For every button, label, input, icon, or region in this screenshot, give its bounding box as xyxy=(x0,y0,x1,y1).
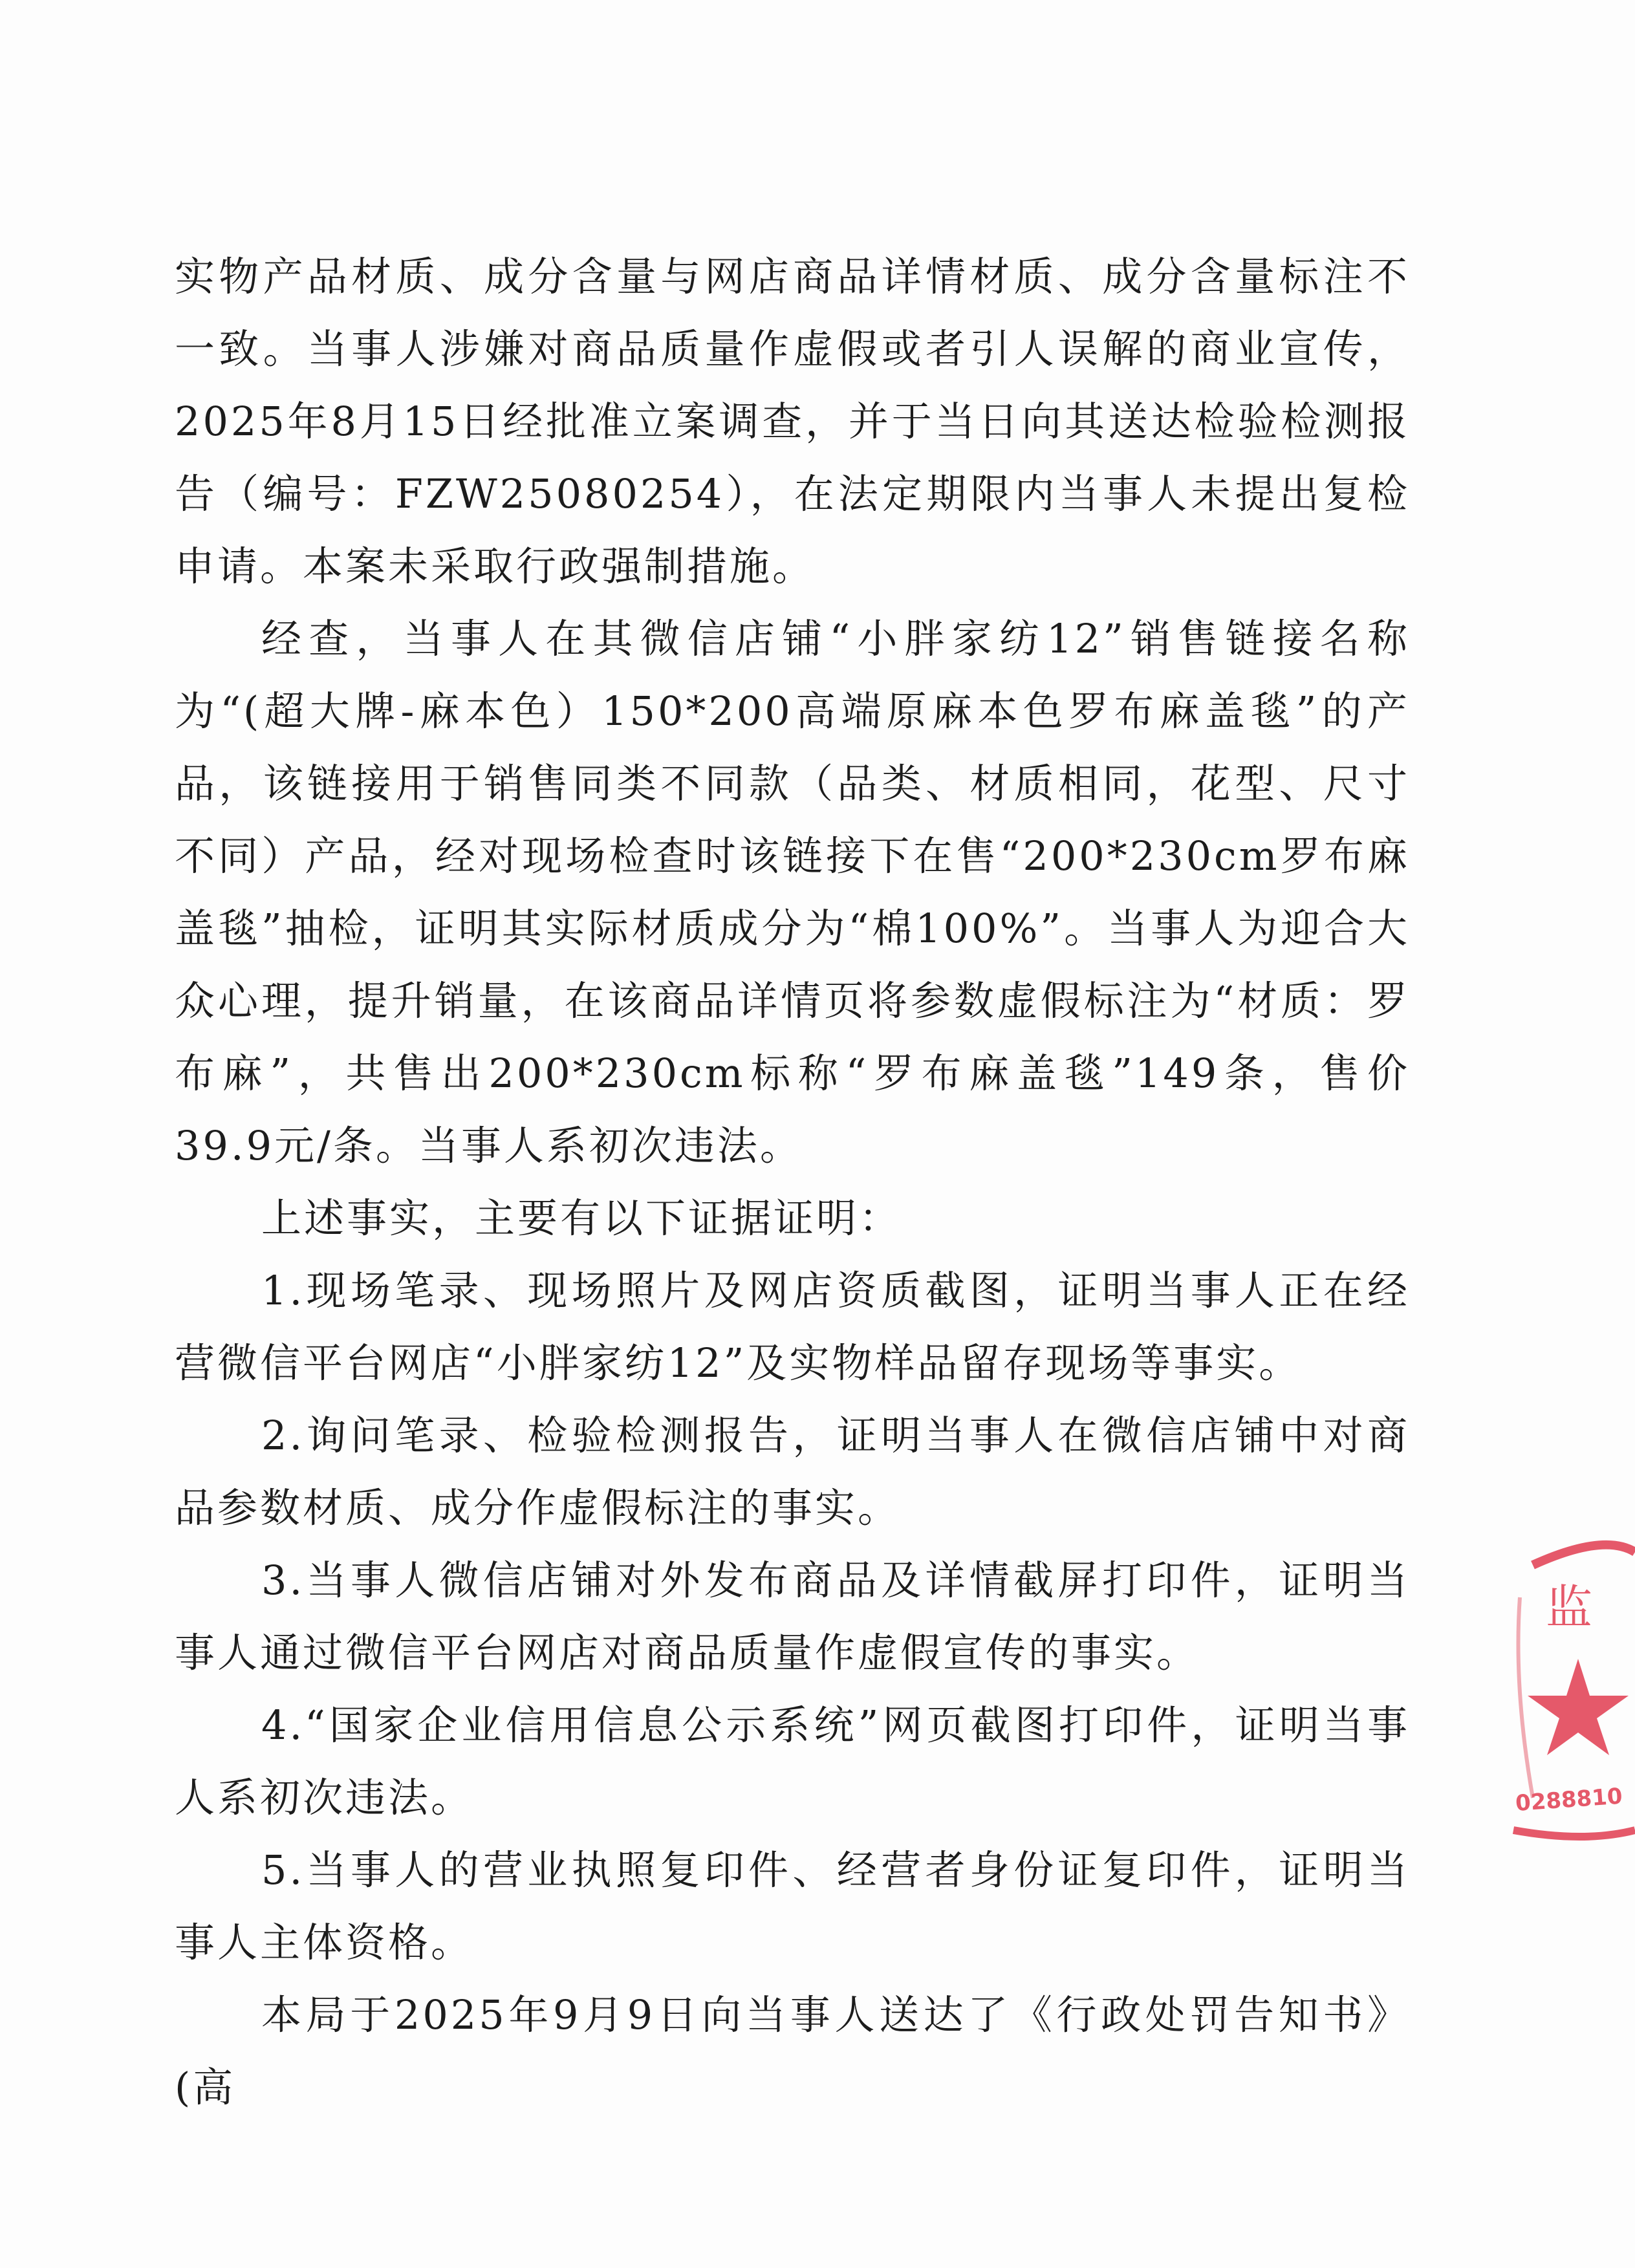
official-seal-stamp xyxy=(1507,1526,1635,1850)
seal-text-fragment: 监 xyxy=(1546,1580,1593,1634)
seal-star-icon xyxy=(1528,1659,1629,1755)
seal-number-fragment: 0288810 xyxy=(1514,1783,1623,1817)
paragraph-evidence-intro: 上述事实，主要有以下证据证明： xyxy=(261,1194,902,1242)
document-body xyxy=(175,241,1410,2124)
paragraph-notice-delivery: 本局于2025年9月9日向当事人送达了《行政处罚告知书》(高 xyxy=(175,1991,1410,2111)
paragraph-evidence-4: 4.“国家企业信用信息公示系统”网页截图打印件，证明当事人系初次违法。 xyxy=(175,1701,1410,1821)
paragraph-investigation-findings: 经查，当事人在其微信店铺“小胖家纺12”销售链接名称为“(超大牌-麻本色）150*200高端原麻本色罗布麻盖毯”的产品，该链接用于销售同类不同款（品类、材质相同，花型、尺寸不同）产品，经对现场检查时该链接下在售“200*230cm罗布麻盖毯”抽检，证明其实际材质成分为“棉100%”。当事人为迎合大众心理，提升销量，在该商品详情页将参数虚假标注为“材质：罗布麻”，共售出200*230cm标称“罗布麻盖毯”149条，售价39.9元/条。当事人系初次违法。 xyxy=(175,615,1410,1169)
paragraph-evidence-3: 3.当事人微信店铺对外发布商品及详情截屏打印件，证明当事人通过微信平台网店对商品质量作虚假宣传的事实。 xyxy=(175,1557,1410,1676)
paragraph-evidence-1: 1.现场笔录、现场照片及网店资质截图，证明当事人正在经营微信平台网店“小胖家纺12”及实物样品留存现场等事实。 xyxy=(175,1267,1410,1387)
paragraph-evidence-2: 2.询问笔录、检验检测报告，证明当事人在微信店铺中对商品参数材质、成分作虚假标注的事实。 xyxy=(175,1412,1410,1531)
paragraph-evidence-5: 5.当事人的营业执照复印件、经营者身份证复印件，证明当事人主体资格。 xyxy=(175,1846,1410,1966)
paragraph-case-summary: 实物产品材质、成分含量与网店商品详情材质、成分含量标注不一致。当事人涉嫌对商品质量作虚假或者引人误解的商业宣传，2025年8月15日经批准立案调查，并于当日向其送达检验检测报告（编号：FZW25080254），在法定期限内当事人未提出复检申请。本案未采取行政强制措施。 xyxy=(175,253,1410,590)
